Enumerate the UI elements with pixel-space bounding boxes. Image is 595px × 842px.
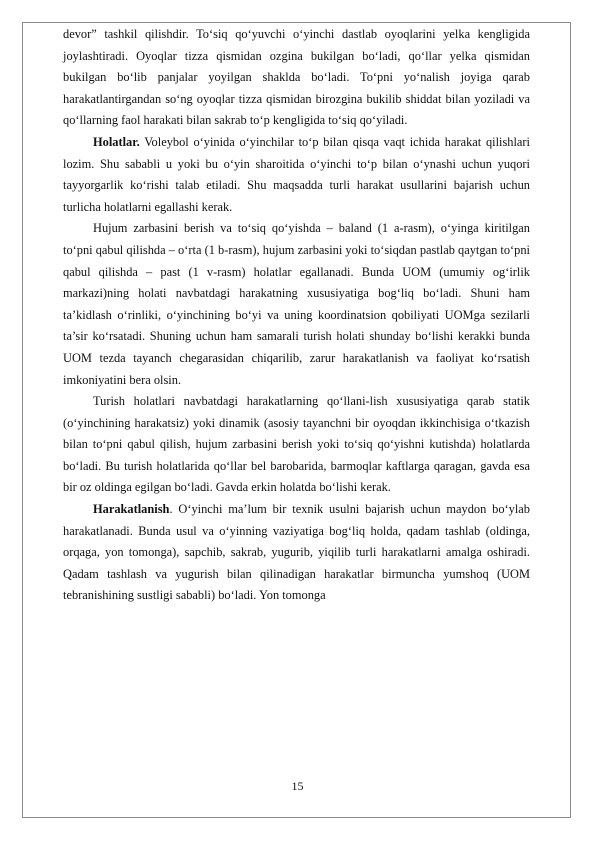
paragraph-positions: [63, 132, 530, 218]
paragraph-text: devor” tashkil qilishdir. To‘siq qo‘yuvchi o‘yinchi dastlab oyoqlarini yelka kengligida joylashtiradi. Oyoqlar tizza qismidan ozgina bukilgan bo‘ladi, qo‘llar yelka qismidan bukilgan bo‘lib panjalar yoyilgan shaklda bo‘ladi. To‘pni yo‘nalish joyiga qarab harakatlantirgandan so‘ng oyoqlar tizza qismidan birozgina bukilib shiddat bilan yoziladi va qo‘llarning faol harakati bilan sakrab to‘p kengligida to‘siq qo‘yiladi.: [63, 27, 530, 128]
paragraph-static-dynamic: [63, 391, 530, 499]
section-term-movement: Harakatlanish: [93, 502, 170, 517]
section-term-positions: Holatlar.: [93, 134, 140, 149]
page-number: 15: [291, 779, 304, 793]
paragraph-text: Hujum zarbasini berish va to‘siq qo‘yishda – baland (1 a-rasm), o‘yinga kiritilgan to‘pni qabul qilishda – o‘rta (1 b-rasm), hujum zarbasini yoki to‘siqdan pastlab qaytgan to‘pni qabul qilishda – past (1 v-rasm) holatlar egallanadi. Bunda UOM (umumiy og‘irlik markazi)ning holati navbatdagi harakatning xususiyatiga bog‘liq bo‘ladi. Shuni ham ta’kidlash o‘rinliki, o‘yinchining bo‘yi va uning koordinatsion qobiliyati UOMga sezilarli ta’sir ko‘rsatadi. Shuning uchun ham samarali turish holati shunday bo‘lishi kerakki bunda UOM tezda tayanch chegarasidan chiqarilib, zarur harakatlanish va faoliyat ko‘rsatish imkoniyatini bera olsin.: [63, 221, 530, 387]
paragraph-wall-block: [63, 24, 530, 132]
paragraph-movement: [63, 499, 530, 607]
paragraph-text: . O‘yinchi ma’lum bir texnik usulni bajarish uchun maydon bo‘ylab harakatlanadi. Bunda usul va o‘yinning vaziyatiga bog‘liq holda, qadam tashlab (oldinga, orqaga, yon tomonga), sapchib, sakrab, yugurib, yiqilib turli harakatlarni amalga oshiradi. Qadam tashlash va yugurish bilan qilinadigan harakatlar birmuncha yumshoq (UOM tebranishining sustligi sababli) bo‘ladi. Yon tomonga: [63, 502, 530, 603]
document-body: [63, 24, 530, 607]
paragraph-position-types: [63, 218, 530, 391]
paragraph-text: Turish holatlari navbatdagi harakatlarning qo‘llani-lish xususiyatiga qarab statik (o‘yinchining harakatsiz) yoki dinamik (asosiy tayanchni bir oyoqdan ikkinchisiga o‘tkazish bilan to‘pni qabul qilish, hujum zarbasini berish yoki to‘siq qo‘yishni kutishda) holatlarda bo‘ladi. Bu turish holatlarida qo‘llar bel barobarida, barmoqlar kaftlarga qaragan, gavda esa bir oz oldinga egilgan bo‘ladi. Gavda erkin holatda bo‘lishi kerak.: [63, 394, 530, 495]
paragraph-text: Voleybol o‘yinida o‘yinchilar to‘p bilan qisqa vaqt ichida harakat qilishlari lozim. Shu sababli u yoki bu o‘yin sharoitida o‘yinchi to‘p bilan o‘ynashi uchun yuqori tayyorgarlik ko‘rishi talab etiladi. Shu maqsadda turli harakat usullarini bajarish uchun turlicha holatlarni egallashi kerak.: [63, 134, 530, 214]
